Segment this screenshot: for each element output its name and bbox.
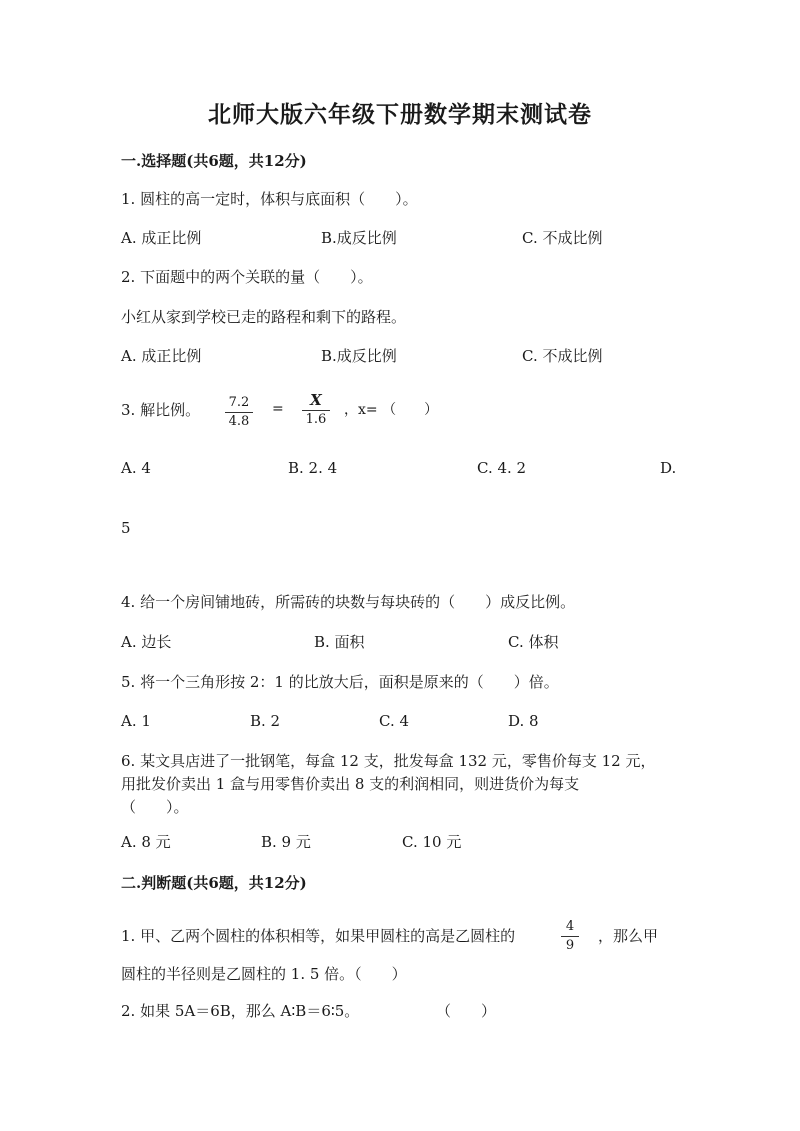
fraction-bar — [302, 410, 330, 411]
fraction-right — [302, 393, 330, 427]
question-tail: ，x= （ ） — [344, 402, 439, 418]
option-c: C. 4. 2 — [477, 459, 527, 477]
question-stem-line3: （ ）。 — [121, 798, 189, 816]
option-b: B.成反比例 — [321, 229, 397, 247]
option-d: D. 8 — [508, 712, 539, 730]
question-stem-line2: 圆柱的半径则是乙圆柱的 1. 5 倍。（ ） — [121, 965, 407, 983]
option-c: C. 10 元 — [402, 833, 462, 851]
question-sub-text: 小红从家到学校已走的路程和剩下的路程。 — [121, 308, 407, 326]
option-c: C. 体积 — [508, 633, 559, 651]
option-b: B. 2. 4 — [288, 459, 338, 477]
option-a: A. 1 — [121, 712, 151, 730]
fraction-denominator: 1.6 — [305, 412, 327, 427]
fraction-numerator: 4 — [565, 919, 575, 934]
option-a: A. 边长 — [121, 633, 172, 651]
question-stem: 3. 解比例。 — [121, 401, 201, 419]
fraction-denominator: 9 — [565, 938, 575, 953]
question-stem-part2: ，那么甲 — [598, 927, 659, 945]
option-b: B. 2 — [250, 712, 281, 730]
equals-sign: = — [272, 401, 284, 417]
section-heading: 一.选择题(共6题，共12分) — [121, 152, 307, 170]
fraction-bar — [561, 936, 579, 937]
fraction-denominator: 4.8 — [228, 414, 250, 429]
option-a: A. 8 元 — [121, 833, 171, 851]
fraction-left — [225, 395, 253, 429]
question-stem: 4. 给一个房间铺地砖，所需砖的块数与每块砖的（ ）成反比例。 — [121, 593, 576, 611]
fraction — [561, 919, 579, 953]
option-b: B. 面积 — [314, 633, 365, 651]
question-stem: 1. 圆柱的高一定时，体积与底面积（ ）。 — [121, 190, 418, 208]
section-heading: 二.判断题(共6题，共12分) — [121, 874, 307, 892]
answer-blank: （ ） — [436, 1002, 497, 1020]
question-stem: 2. 下面题中的两个关联的量（ ）。 — [121, 268, 373, 286]
option-a: A. 成正比例 — [121, 347, 202, 365]
question-stem-part1: 1. 甲、乙两个圆柱的体积相等，如果甲圆柱的高是乙圆柱的 — [121, 927, 516, 945]
fraction-bar — [225, 412, 253, 413]
fraction-numerator: X — [310, 391, 322, 409]
option-b: B. 9 元 — [261, 833, 311, 851]
page-title: 北师大版六年级下册数学期末测试卷 — [208, 101, 592, 128]
option-d-value: 5 — [121, 519, 131, 537]
question-stem-line2: 用批发价卖出 1 盒与用零售价卖出 8 支的利润相同，则进货价为每支 — [121, 775, 580, 793]
question-stem: 5. 将一个三角形按 2：1 的比放大后，面积是原来的（ ）倍。 — [121, 673, 559, 691]
option-c: C. 不成比例 — [522, 347, 603, 365]
fraction-numerator: 7.2 — [228, 395, 250, 410]
option-b: B.成反比例 — [321, 347, 397, 365]
question-stem: 2. 如果 5A＝6B，那么 A∶B＝6∶5。 — [121, 1002, 360, 1020]
option-c: C. 不成比例 — [522, 229, 603, 247]
option-a: A. 成正比例 — [121, 229, 202, 247]
question-stem-line1: 6. 某文具店进了一批钢笔，每盒 12 支，批发每盒 132 元，零售价每支 12 元， — [121, 752, 656, 770]
option-c: C. 4 — [379, 712, 410, 730]
option-d: D. — [660, 459, 677, 477]
option-a: A. 4 — [121, 459, 151, 477]
